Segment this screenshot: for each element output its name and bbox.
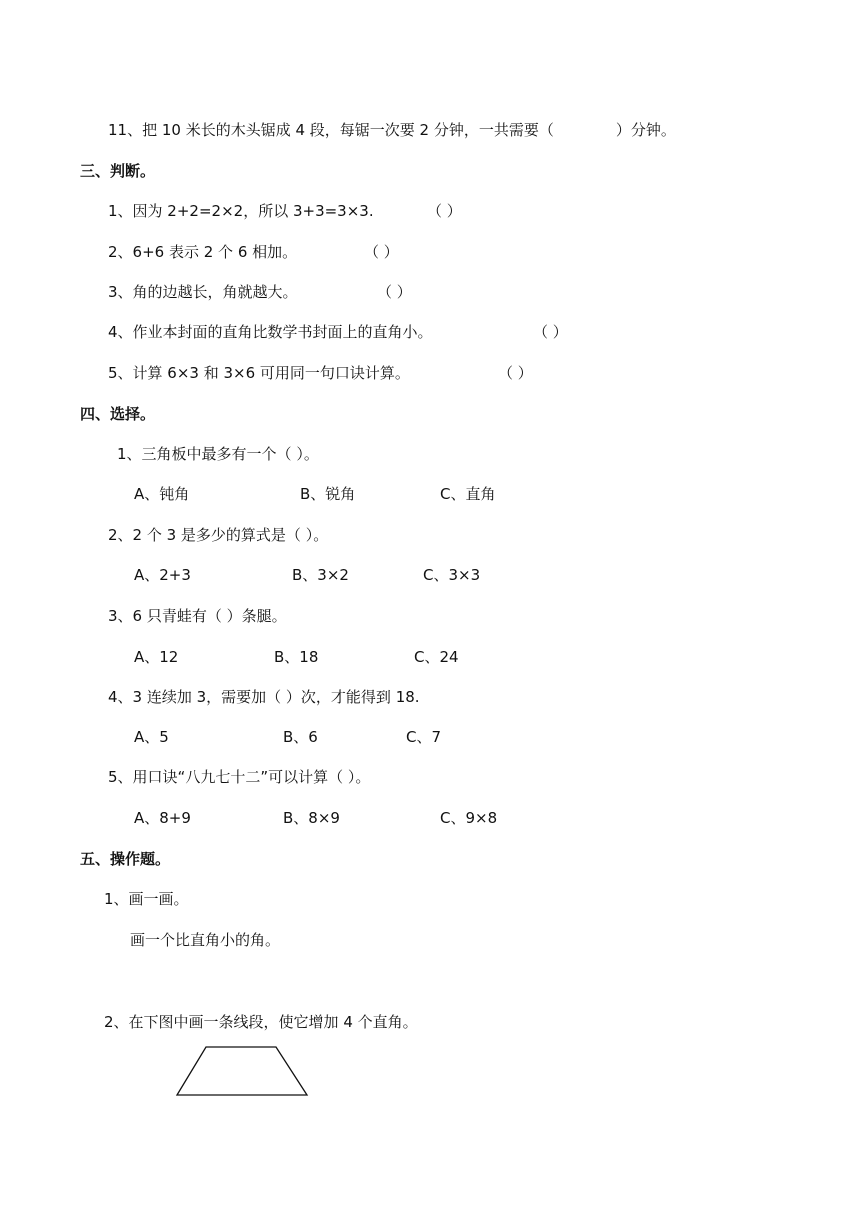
operation-q1: 1、画一画。 [104, 890, 189, 908]
choice-option[interactable]: B、3×2 [292, 566, 349, 584]
choice-option[interactable]: A、12 [134, 648, 179, 666]
choice-option[interactable]: B、锐角 [300, 485, 356, 503]
choice-option[interactable]: C、7 [406, 728, 442, 746]
choice-option[interactable]: B、18 [274, 648, 319, 666]
judge-item-text: 2、6+6 表示 2 个 6 相加。 [108, 243, 298, 261]
choice-option[interactable]: C、24 [414, 648, 459, 666]
choice-question: 5、用口诀“八九七十二”可以计算（ ）。 [108, 768, 371, 786]
operation-q2: 2、在下图中画一条线段，使它增加 4 个直角。 [104, 1013, 418, 1031]
section5-title: 五、操作题。 [80, 850, 171, 868]
operation-q1-sub: 画一个比直角小的角。 [130, 931, 281, 949]
choice-option[interactable]: B、8×9 [283, 809, 340, 827]
choice-option[interactable]: A、钝角 [134, 485, 190, 503]
judge-answer-paren[interactable]: （ ） [377, 283, 412, 301]
choice-option[interactable]: C、直角 [440, 485, 496, 503]
choice-option[interactable]: A、8+9 [134, 809, 191, 827]
judge-item-text: 5、计算 6×3 和 3×6 可用同一句口诀计算。 [108, 364, 410, 382]
q11-text: 11、把 10 米长的木头锯成 4 段，每锯一次要 2 分钟，一共需要（ [108, 121, 554, 139]
judge-item-text: 4、作业本封面的直角比数学书封面上的直角小。 [108, 323, 433, 341]
judge-answer-paren[interactable]: （ ） [427, 202, 462, 220]
judge-item-text: 1、因为 2+2=2×2，所以 3+3=3×3. [108, 202, 374, 220]
choice-question: 3、6 只青蛙有（ ）条腿。 [108, 607, 287, 625]
choice-option[interactable]: C、3×3 [423, 566, 481, 584]
section4-title: 四、选择。 [80, 405, 156, 423]
judge-answer-paren[interactable]: （ ） [533, 323, 568, 341]
choice-question: 2、2 个 3 是多少的算式是（ ）。 [108, 526, 329, 544]
q11-close: ）分钟。 [615, 121, 676, 139]
choice-option[interactable]: A、5 [134, 728, 169, 746]
choice-question: 1、三角板中最多有一个（ ）。 [117, 445, 319, 463]
trapezoid-shape [177, 1047, 307, 1095]
choice-option[interactable]: A、2+3 [134, 566, 191, 584]
section3-title: 三、判断。 [80, 162, 156, 180]
choice-option[interactable]: B、6 [283, 728, 318, 746]
choice-option[interactable]: C、9×8 [440, 809, 498, 827]
choice-question: 4、3 连续加 3，需要加（ ）次，才能得到 18. [108, 688, 420, 706]
judge-item-text: 3、角的边越长，角就越大。 [108, 283, 298, 301]
judge-answer-paren[interactable]: （ ） [364, 243, 399, 261]
judge-answer-paren[interactable]: （ ） [498, 364, 533, 382]
